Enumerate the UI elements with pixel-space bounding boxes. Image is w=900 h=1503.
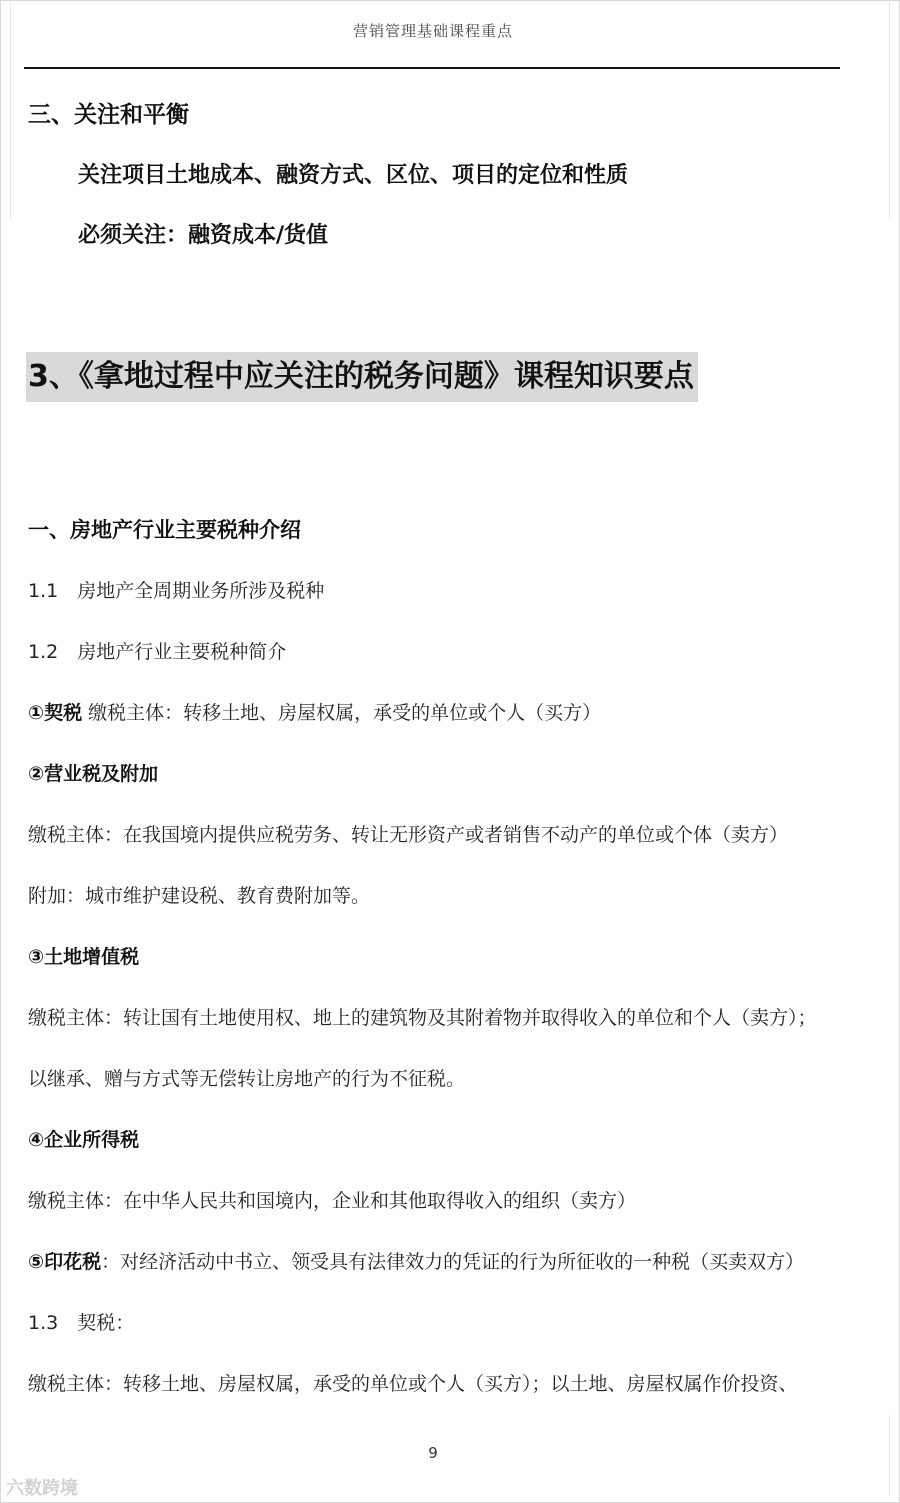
tax-deed-line bbox=[28, 698, 601, 725]
tax-income-label bbox=[28, 1125, 139, 1152]
tax-stamp-line bbox=[28, 1247, 804, 1274]
focus-line-1: 关注项目土地成本、融资方式、区位、项目的定位和性质 bbox=[78, 163, 629, 188]
focus-line-2: 必须关注：融资成本/货值 bbox=[78, 223, 329, 248]
tax-stamp-text: ：对经济活动中书立、领受具有法律效力的凭证的行为所征收的一种税（买卖双方） bbox=[101, 1251, 805, 1273]
tax-land-vat-label-text: ③土地增值税 bbox=[28, 946, 140, 968]
tax-land-vat-line-1: 缴税主体：转让国有土地使用权、地上的建筑物及其附着物并取得收入的单位和个人（卖方）； bbox=[28, 1007, 817, 1029]
tax-business-line-2: 附加：城市维护建设税、教育费附加等。 bbox=[28, 885, 371, 907]
subsection-1-3: 1.3 契税： bbox=[28, 1312, 135, 1334]
page-number: 9 bbox=[428, 1444, 438, 1462]
page-edge-right-bottom bbox=[889, 1415, 890, 1495]
tax-deed-label: ①契税 bbox=[28, 702, 83, 724]
tax-stamp-label: ⑤印花税 bbox=[28, 1251, 102, 1273]
tax-deed-text: 缴税主体：转移土地、房屋权属，承受的单位或个人（买方） bbox=[82, 702, 602, 724]
running-header: 营销管理基础课程重点 bbox=[352, 22, 513, 40]
subsection-1-3-line-1: 缴税主体：转移土地、房屋权属，承受的单位或个人（买方）；以土地、房屋权属作价投资、 bbox=[28, 1373, 798, 1395]
subsection-1-2: 1.2 房地产行业主要税种简介 bbox=[28, 641, 287, 663]
chapter-title: 3、《拿地过程中应关注的税务问题》课程知识要点 bbox=[26, 352, 698, 402]
section-heading: 三、关注和平衡 bbox=[28, 102, 189, 128]
tax-income-label-text: ④企业所得税 bbox=[28, 1129, 140, 1151]
tax-land-vat-line-2: 以继承、赠与方式等无偿转让房地产的行为不征税。 bbox=[28, 1068, 466, 1090]
tax-business-label-text: ②营业税及附加 bbox=[28, 763, 159, 785]
header-rule bbox=[24, 67, 840, 69]
part-heading: 一、房地产行业主要税种介绍 bbox=[28, 518, 301, 542]
subsection-1-1: 1.1 房地产全周期业务所涉及税种 bbox=[28, 580, 325, 602]
tax-income-line-1: 缴税主体：在中华人民共和国境内，企业和其他取得收入的组织（卖方） bbox=[28, 1190, 637, 1212]
tax-business-line-1: 缴税主体：在我国境内提供应税劳务、转让无形资产或者销售不动产的单位或个体（卖方） bbox=[28, 824, 789, 846]
page-edge-right bbox=[889, 0, 890, 220]
watermark: 六数跨境 bbox=[6, 1478, 78, 1499]
tax-business-label bbox=[28, 759, 158, 786]
tax-land-vat-label bbox=[28, 942, 139, 969]
